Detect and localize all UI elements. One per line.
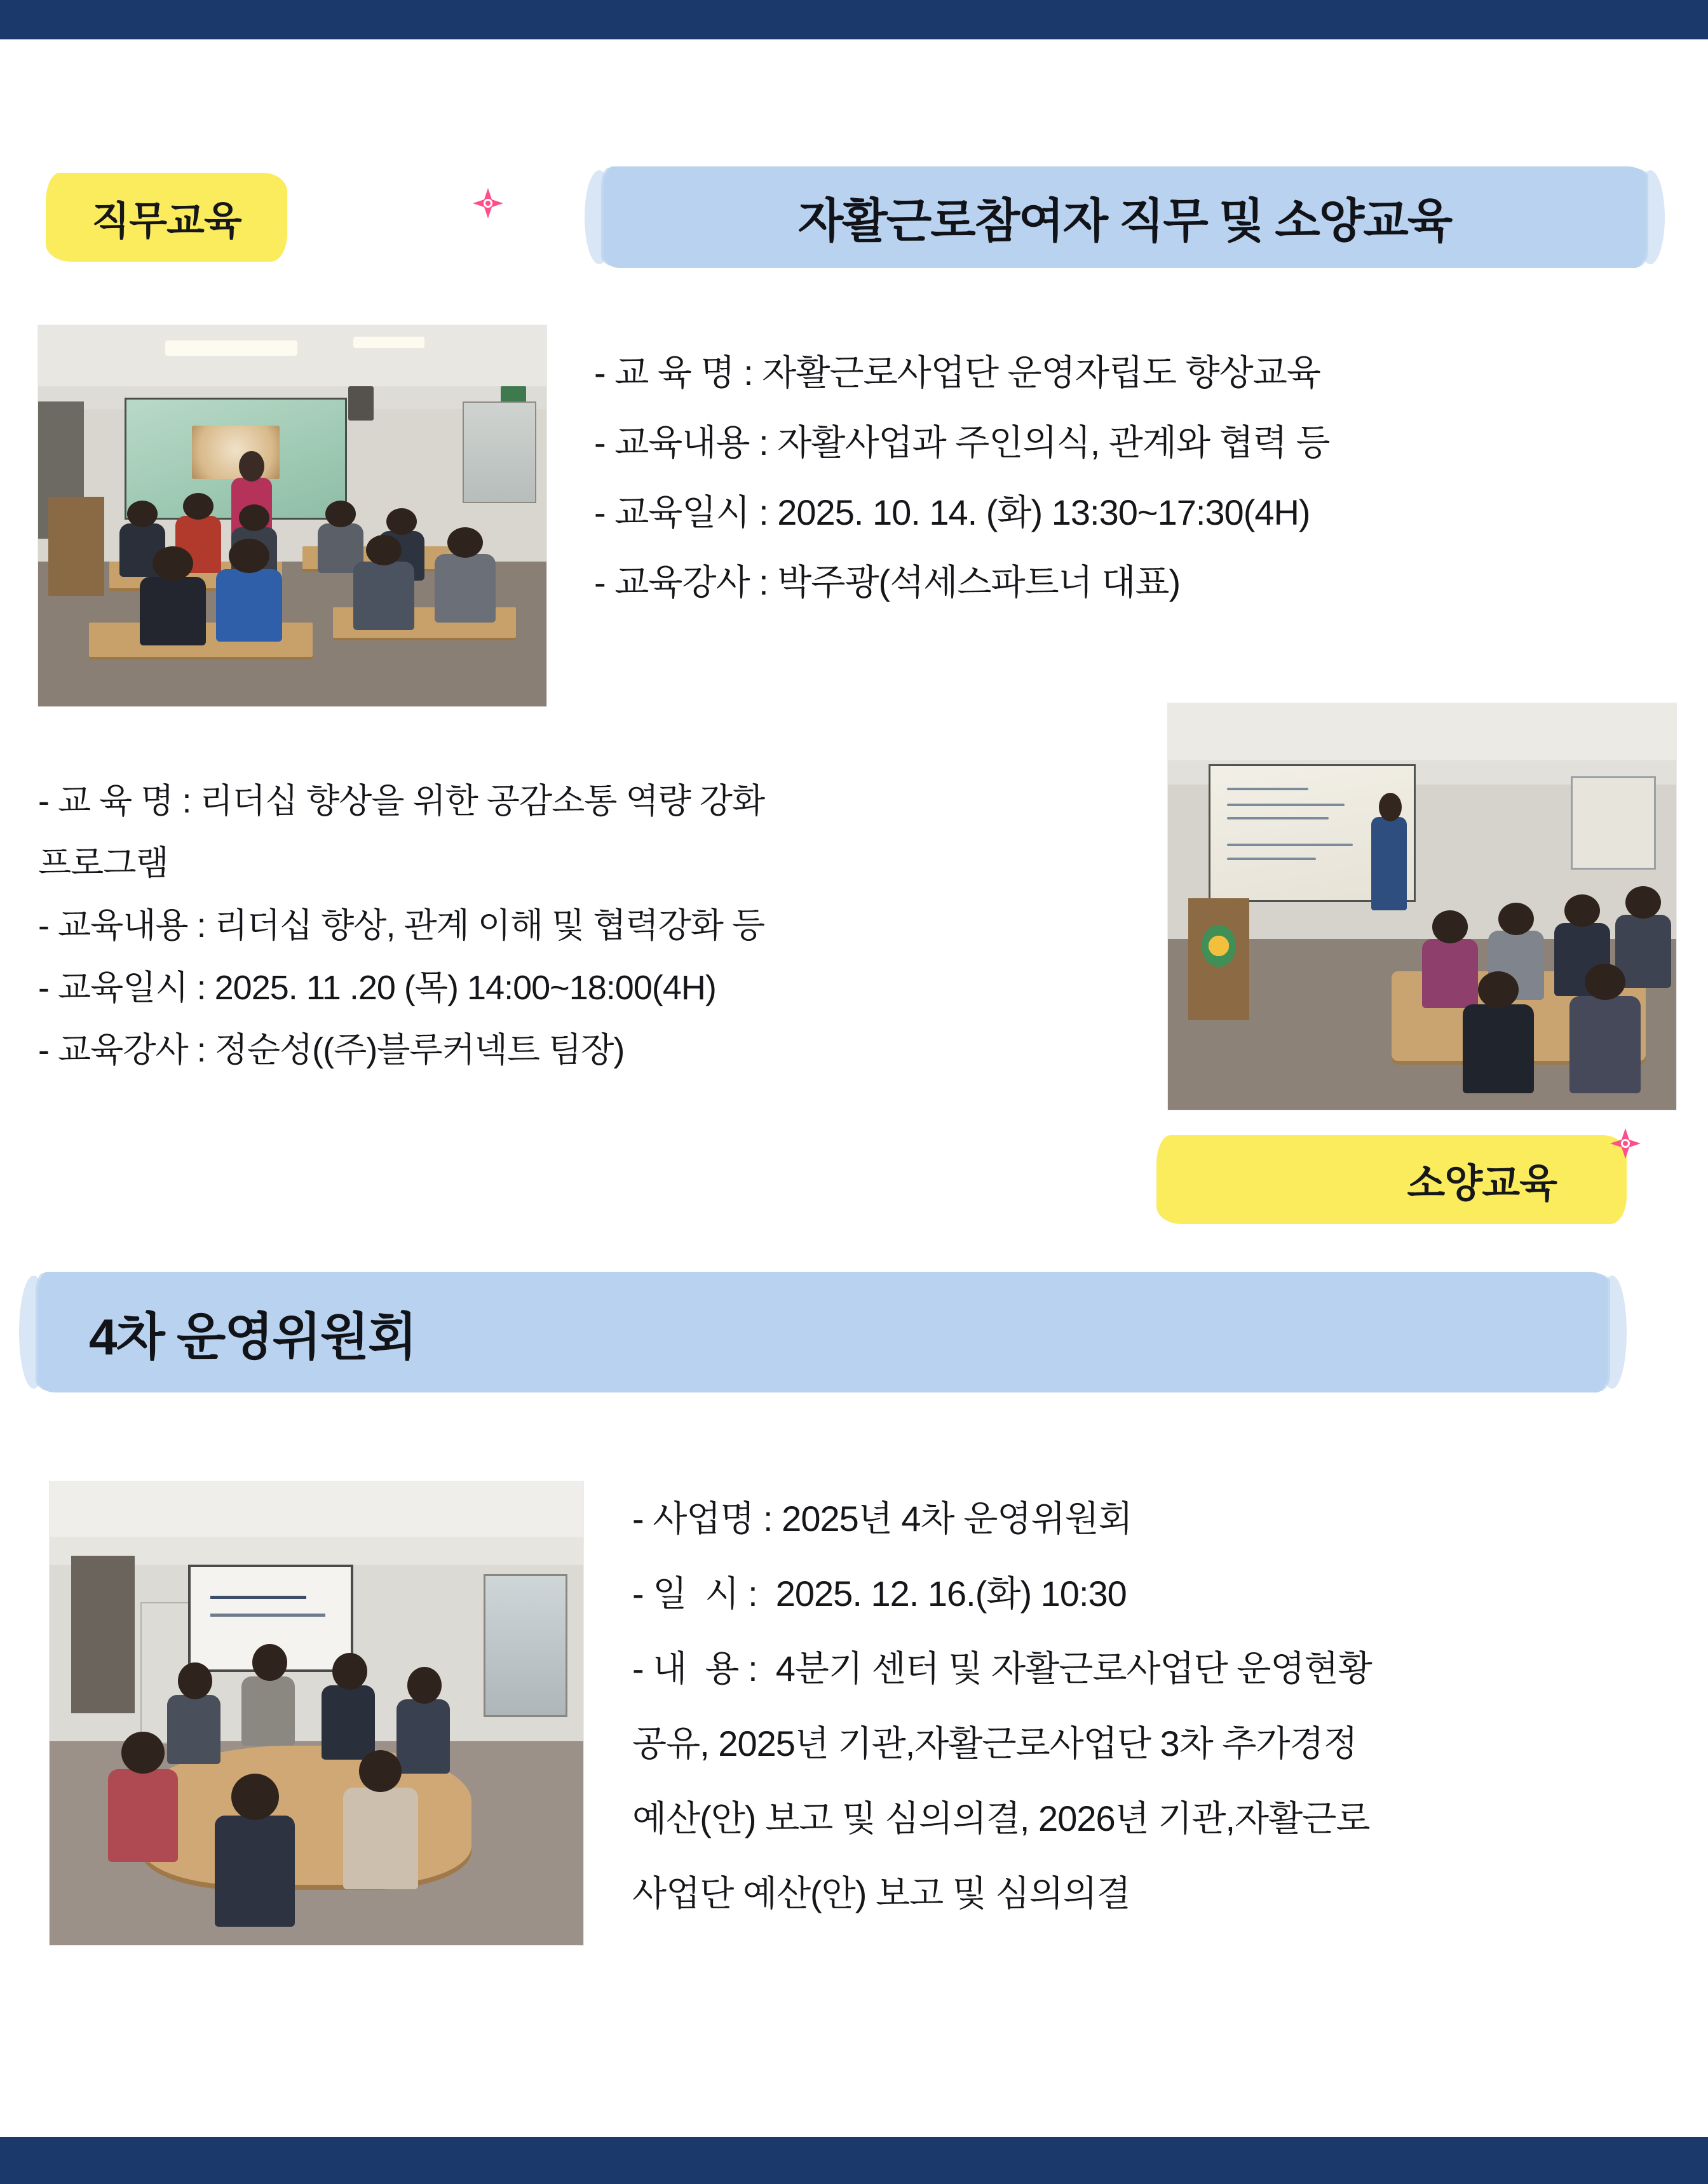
details-job-training (594, 338, 1674, 617)
bottom-accent-bar (0, 2137, 1708, 2184)
detail-line: - 교 육 명 : 리더십 향상을 위한 공감소통 역량 강화 (38, 782, 765, 820)
tag-soyang-training (1156, 1135, 1627, 1224)
detail-line: 예산(안) 보고 및 심의의결, 2026년 기관,자활근로 (632, 1798, 1370, 1838)
detail-line: - 교육강사 : 정순성((주)블루커넥트 팀장) (38, 1031, 625, 1069)
photo-job-training (38, 325, 546, 706)
heading-band-job-soyang (604, 166, 1646, 268)
detail-line: - 교육내용 : 리더십 향상, 관계 이해 및 협력강화 등 (38, 907, 765, 945)
detail-line: - 교육내용 : 자활사업과 주인의식, 관계와 협력 등 (594, 422, 1330, 462)
detail-line: 프로그램 (38, 844, 168, 882)
detail-line: - 사업명 : 2025년 4차 운영위원회 (632, 1499, 1132, 1539)
detail-line: - 교육일시 : 2025. 10. 14. (화) 13:30~17:30(4H) (594, 492, 1310, 532)
heading-job-soyang: 자활근로참여자 직무 및 소양교육 (797, 194, 1452, 247)
photo-committee-meeting (50, 1481, 583, 1945)
sparkle-icon (1608, 1126, 1643, 1161)
detail-line: - 교육일시 : 2025. 11 .20 (목) 14:00~18:00(4H) (38, 969, 716, 1007)
detail-line: - 교육강사 : 박주광(석세스파트너 대표) (594, 562, 1181, 602)
detail-line: - 교 육 명 : 자활근로사업단 운영자립도 향상교육 (594, 353, 1320, 393)
detail-line: 공유, 2025년 기관,자활근로사업단 3차 추가경정 (632, 1723, 1357, 1763)
detail-line: - 일 시 : 2025. 12. 16.(화) 10:30 (632, 1574, 1127, 1614)
detail-line: - 내 용 : 4분기 센터 및 자활근로사업단 운영현황 (632, 1648, 1372, 1689)
tag-job-training-label: 직무교육 (92, 199, 241, 243)
details-committee (632, 1481, 1687, 1931)
sparkle-icon (470, 185, 506, 221)
detail-line: 사업단 예산(안) 보고 및 심의의결 (632, 1873, 1130, 1913)
photo-soyang-training (1168, 703, 1676, 1110)
tag-soyang-training-label: 소양교육 (1407, 1161, 1557, 1206)
top-accent-bar (0, 0, 1708, 39)
heading-band-committee (38, 1272, 1608, 1392)
heading-committee: 4차 운영위원회 (89, 1308, 416, 1365)
details-soyang-training (38, 770, 1131, 1081)
page-content (0, 39, 1708, 2137)
tag-job-training (46, 173, 287, 262)
